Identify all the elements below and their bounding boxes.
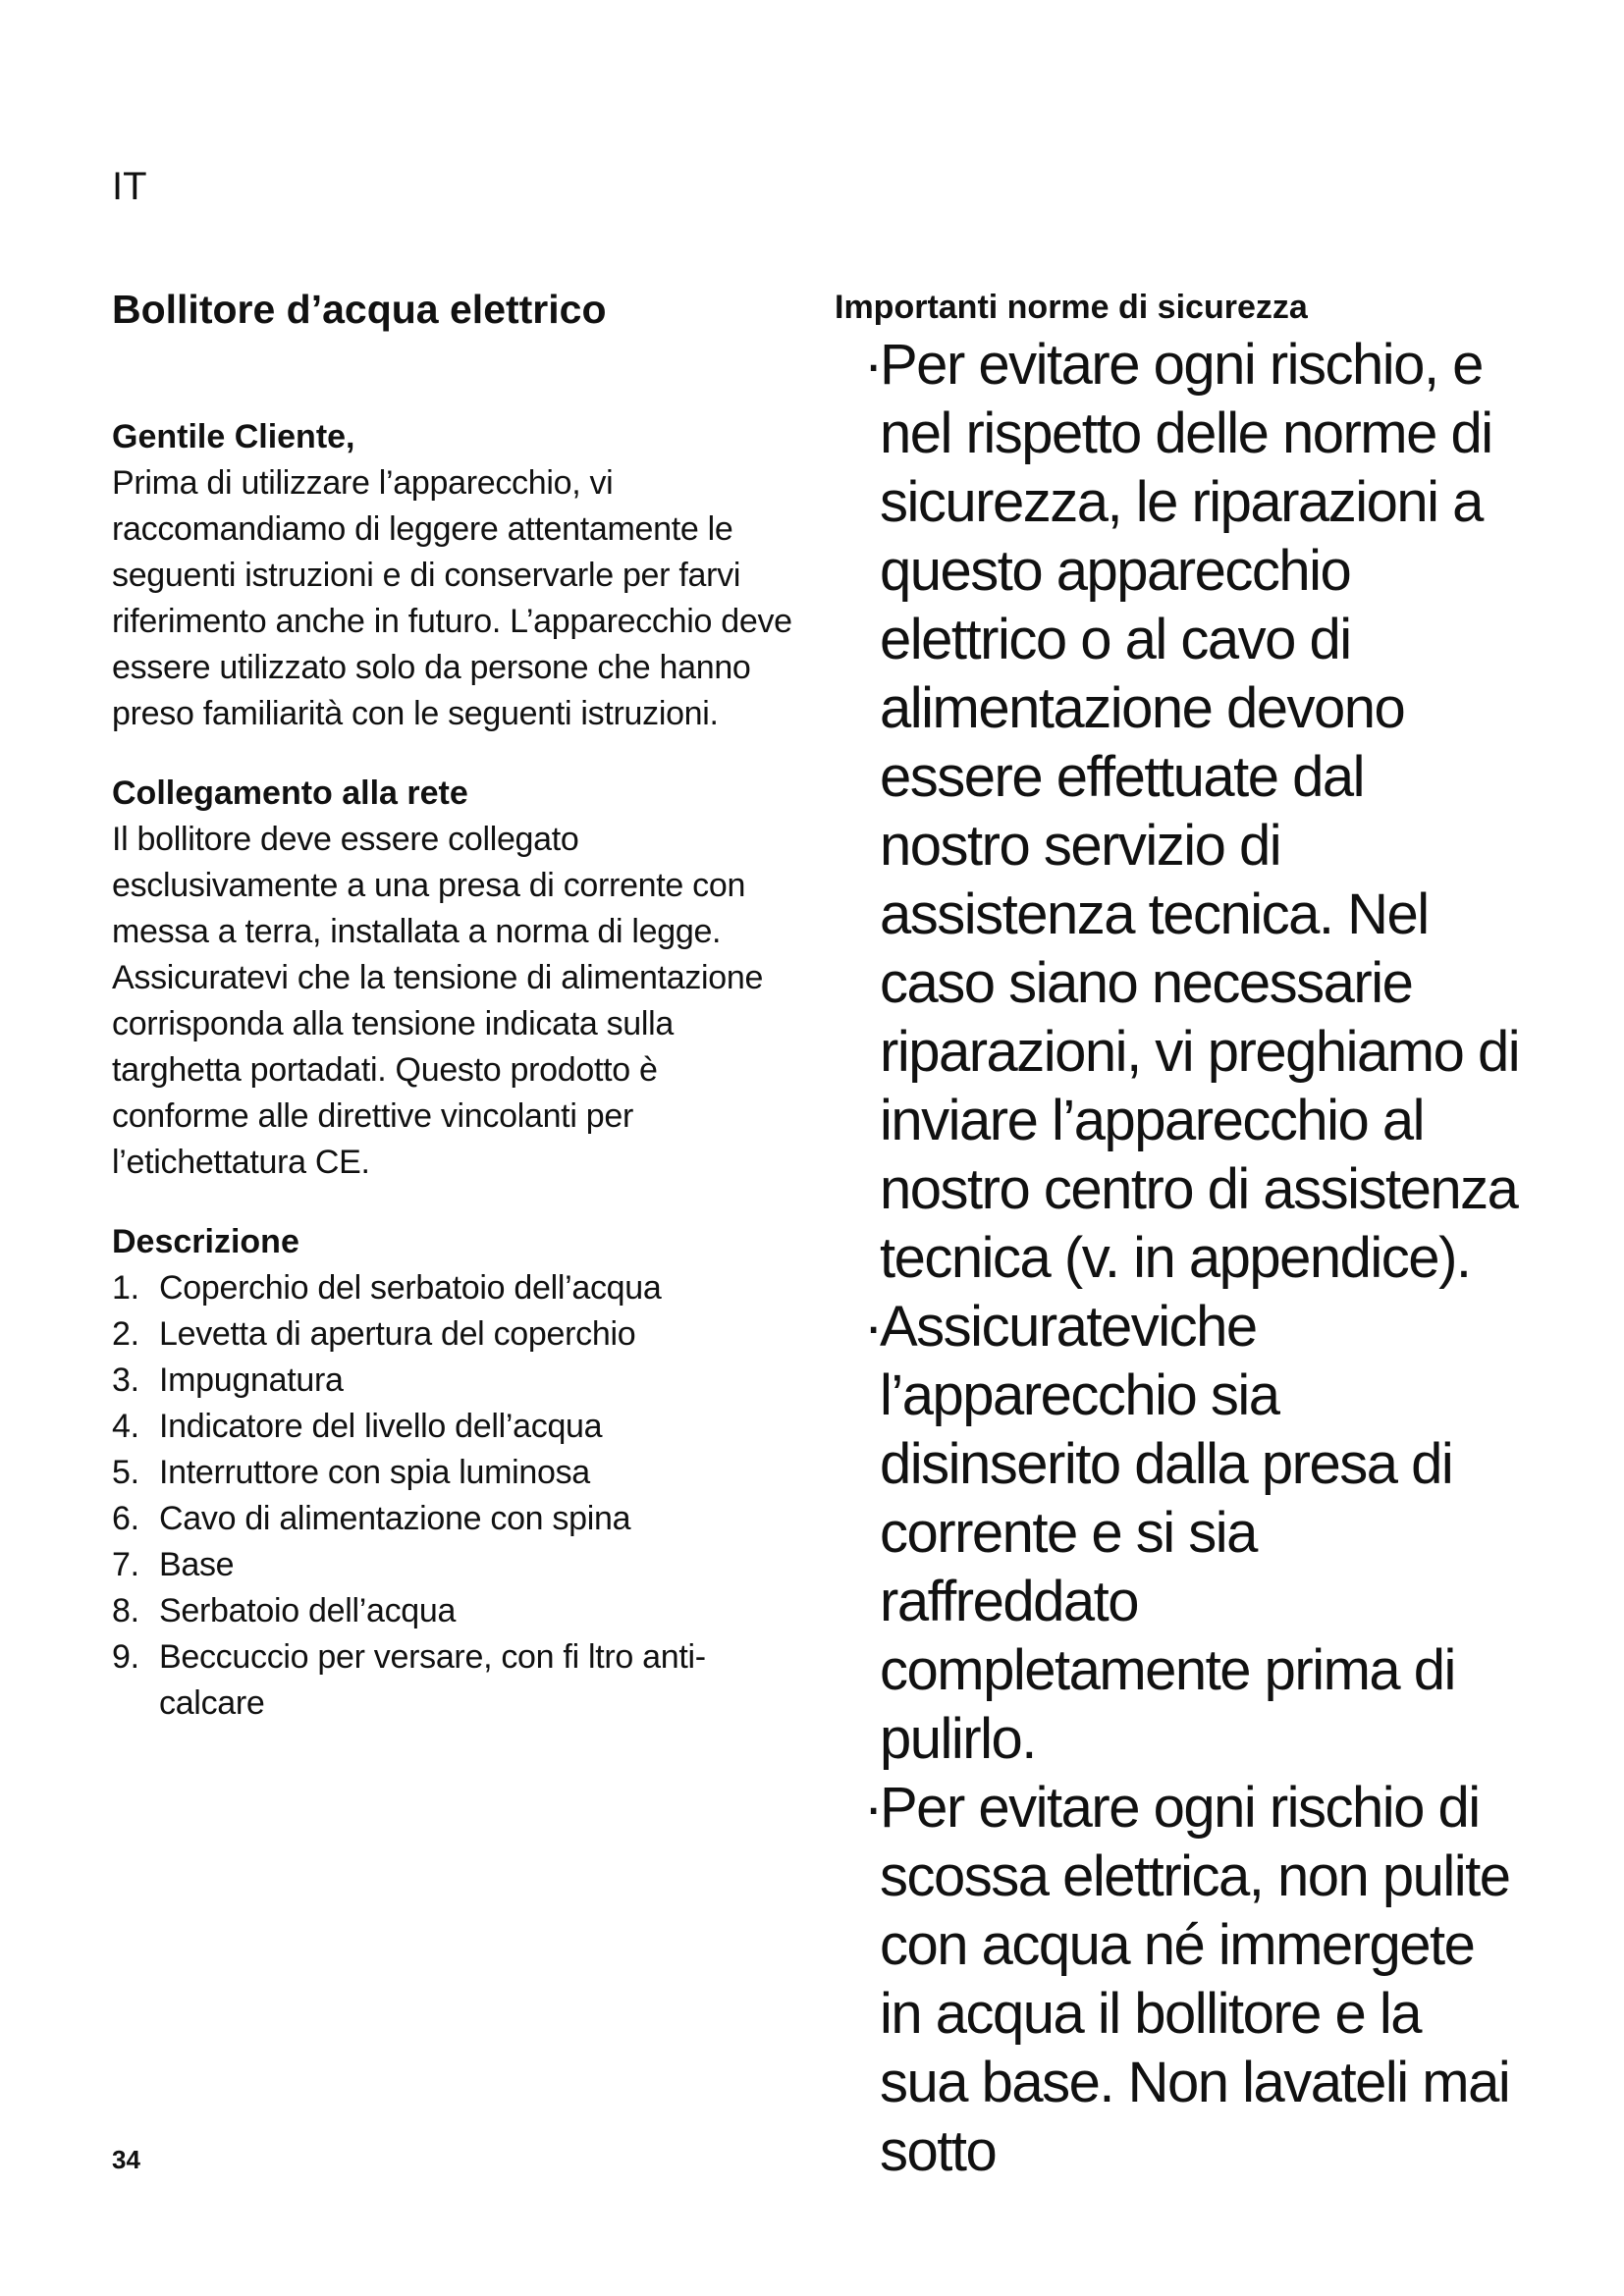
part-number: 7. xyxy=(112,1546,139,1583)
part-number: 5. xyxy=(112,1454,139,1491)
safety-list xyxy=(835,331,1522,2186)
part-item xyxy=(112,1404,799,1450)
part-number: 8. xyxy=(112,1592,139,1629)
bullet-icon: · xyxy=(864,1776,882,1840)
greeting-body: Prima di utilizzare l’apparecchio, vi raccomandiamo di leggere attentamente le seguenti istruzioni e di conservarle per farvi riferimento anche in futuro. L’apparecchio deve essere utilizzato solo da persone che hanno preso familiarità con le seguenti istruzioni. xyxy=(112,464,792,732)
part-label: Beccuccio per versare, con fi ltro anti-calcare xyxy=(159,1638,706,1722)
safety-item xyxy=(835,331,1522,1293)
part-item xyxy=(112,1450,799,1496)
greeting-section xyxy=(112,414,799,737)
part-item xyxy=(112,1542,799,1588)
document-title: Bollitore d’acqua elettrico xyxy=(112,287,607,332)
part-item xyxy=(112,1588,799,1634)
part-item xyxy=(112,1358,799,1404)
part-number: 1. xyxy=(112,1269,139,1307)
connection-heading: Collegamento alla rete xyxy=(112,774,468,812)
safety-text: Per evitare ogni rischio di scossa elettrica, non pulite con acqua né immergete in acqua il bollitore e la sua base. Non lavateli mai sotto xyxy=(880,1776,1510,2183)
connection-section xyxy=(112,771,799,1186)
part-number: 9. xyxy=(112,1638,139,1676)
part-label: Impugnatura xyxy=(159,1362,344,1399)
left-column xyxy=(112,285,799,1727)
part-label: Levetta di apertura del coperchio xyxy=(159,1315,636,1353)
part-number: 3. xyxy=(112,1362,139,1399)
description-heading: Descrizione xyxy=(112,1223,299,1260)
safety-heading: Importanti norme di sicurezza xyxy=(835,289,1308,326)
right-column xyxy=(835,285,1522,2186)
safety-item xyxy=(835,1774,1522,2186)
bullet-icon: · xyxy=(864,333,882,397)
safety-text: Per evitare ogni rischio, e nel rispetto delle norme di sicurezza, le riparazioni a questo apparecchio elettrico o al cavo di alimentazione devono essere effettuate dal nostro servizio di assistenza tecnica. Nel caso siano necessarie riparazioni, vi preghiamo di inviare l’apparecchio al nostro centro di assistenza tecnica (v. in appendice). xyxy=(880,333,1520,1290)
part-label: Serbatoio dell’acqua xyxy=(159,1592,457,1629)
part-number: 4. xyxy=(112,1408,139,1445)
part-label: Interruttore con spia luminosa xyxy=(159,1454,590,1491)
part-item xyxy=(112,1496,799,1542)
language-code: IT xyxy=(112,165,147,208)
page-number: 34 xyxy=(112,2145,140,2174)
connection-body: Il bollitore deve essere collegato esclusivamente a una presa di corrente con messa a terra, installata a norma di legge. Assicuratevi che la tensione di alimentazione corrisponda alla tensione indicata sulla targhetta portadati. Questo prodotto è conforme alle direttive vincolanti per l’etichettatura CE. xyxy=(112,821,764,1181)
safety-text: Assicurateviche l’apparecchio sia disinserito dalla presa di corrente e si sia raffreddato completamente prima di pulirlo. xyxy=(880,1295,1455,1771)
greeting-heading: Gentile Cliente, xyxy=(112,418,355,455)
safety-item xyxy=(835,1293,1522,1774)
part-item xyxy=(112,1265,799,1311)
part-item xyxy=(112,1311,799,1358)
part-label: Cavo di alimentazione con spina xyxy=(159,1500,631,1537)
bullet-icon: · xyxy=(864,1295,882,1359)
part-label: Indicatore del livello dell’acqua xyxy=(159,1408,603,1445)
part-number: 2. xyxy=(112,1315,139,1353)
parts-list xyxy=(112,1265,799,1727)
part-label: Base xyxy=(159,1546,235,1583)
description-section xyxy=(112,1219,799,1727)
part-item xyxy=(112,1634,799,1727)
part-label: Coperchio del serbatoio dell’acqua xyxy=(159,1269,662,1307)
part-number: 6. xyxy=(112,1500,139,1537)
